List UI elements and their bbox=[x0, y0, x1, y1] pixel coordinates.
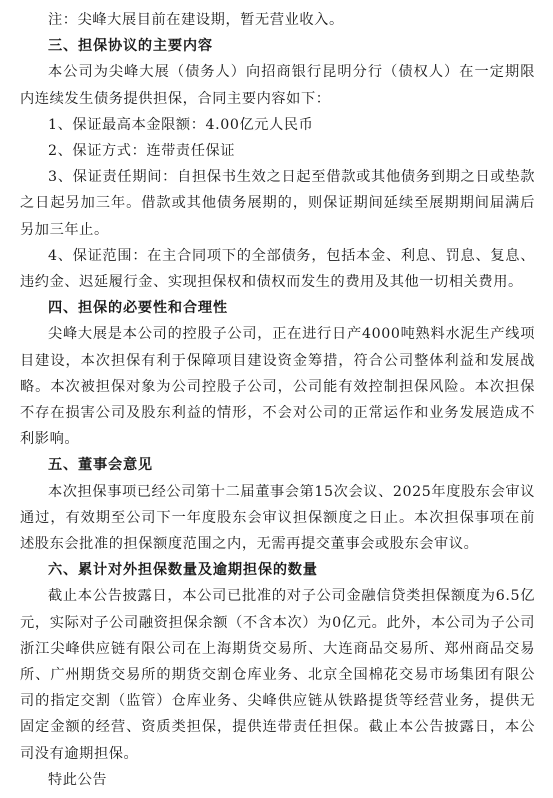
cumulative-guarantee-paragraph: 截止本公告披露日，本公司已批准的对子公司金融信贷类担保额度为6.5亿元，实际对子公司融资担保余额（不含本次）为0亿元。此外，本公司为子公司浙江尖峰供应链有限公司在上海期货交易所、大连商品交易所、郑州商品交易所、广州期货交易所的期货交割仓库业务、北京全国棉花交易市场集团有限公司的指定交割（监管）仓库业务、尖峰供应链从铁路提货等经营业务，提供无固定金额的经营、资质类担保，提供连带责任担保。截止本公告披露日，本公司没有逾期担保。 bbox=[20, 588, 535, 762]
closing-line: 特此公告 bbox=[48, 771, 108, 788]
agreement-item-method: 2、保证方式：连带责任保证 bbox=[48, 143, 236, 160]
section-board-opinion bbox=[20, 452, 535, 557]
section-heading: 四、担保的必要性和合理性 bbox=[48, 300, 228, 317]
agreement-item-period: 3、保证责任期间：自担保书生效之日起至借款或其他债务到期之日或垫款之日起另加三年。借款或其他债务展期的，则保证期间延续至展期期间届满后另加三年止。 bbox=[20, 169, 535, 238]
agreement-intro-paragraph: 本公司为尖峰大展（债务人）向招商银行昆明分行（债权人）在一定期限内连续发生债务提供担保，合同主要内容如下： bbox=[20, 64, 535, 107]
section-heading: 五、董事会意见 bbox=[48, 457, 153, 474]
section-guarantee-agreement bbox=[20, 33, 535, 295]
board-opinion-paragraph: 本次担保事项已经公司第十二届董事会第15次会议、2025年度股东会审议通过，有效期至公司下一年度股东会审议担保额度之日止。本次担保事项在前述股东会批准的担保额度范围之内，无需再提交董事会或股东会审议。 bbox=[20, 483, 535, 553]
note-paragraph: 注：尖峰大展目前在建设期，暂无营业收入。 bbox=[48, 12, 344, 28]
agreement-item-scope: 4、保证范围：在主合同项下的全部债务，包括本金、利息、罚息、复息、违约金、迟延履行金、实现担保权和债权而发生的费用及其他一切相关费用。 bbox=[20, 247, 535, 291]
necessity-paragraph: 尖峰大展是本公司的控股子公司，正在进行日产4000吨熟料水泥生产线项目建设，本次担保有利于保障项目建设资金筹措，符合公司整体利益和发展战略。本次被担保对象为公司控股子公司，公司能有效控制担保风险。本次担保不存在损害公司及股东利益的情形，不会对公司的正常运作和业务发展造成不利影响。 bbox=[20, 326, 535, 448]
section-heading: 三、担保协议的主要内容 bbox=[48, 38, 213, 55]
section-necessity bbox=[20, 295, 535, 452]
section-heading: 六、累计对外担保数量及逾期担保的数量 bbox=[48, 562, 318, 579]
section-cumulative-guarantee bbox=[20, 557, 535, 767]
agreement-item-amount: 1、保证最高本金限额：4.00亿元人民币 bbox=[48, 116, 314, 133]
